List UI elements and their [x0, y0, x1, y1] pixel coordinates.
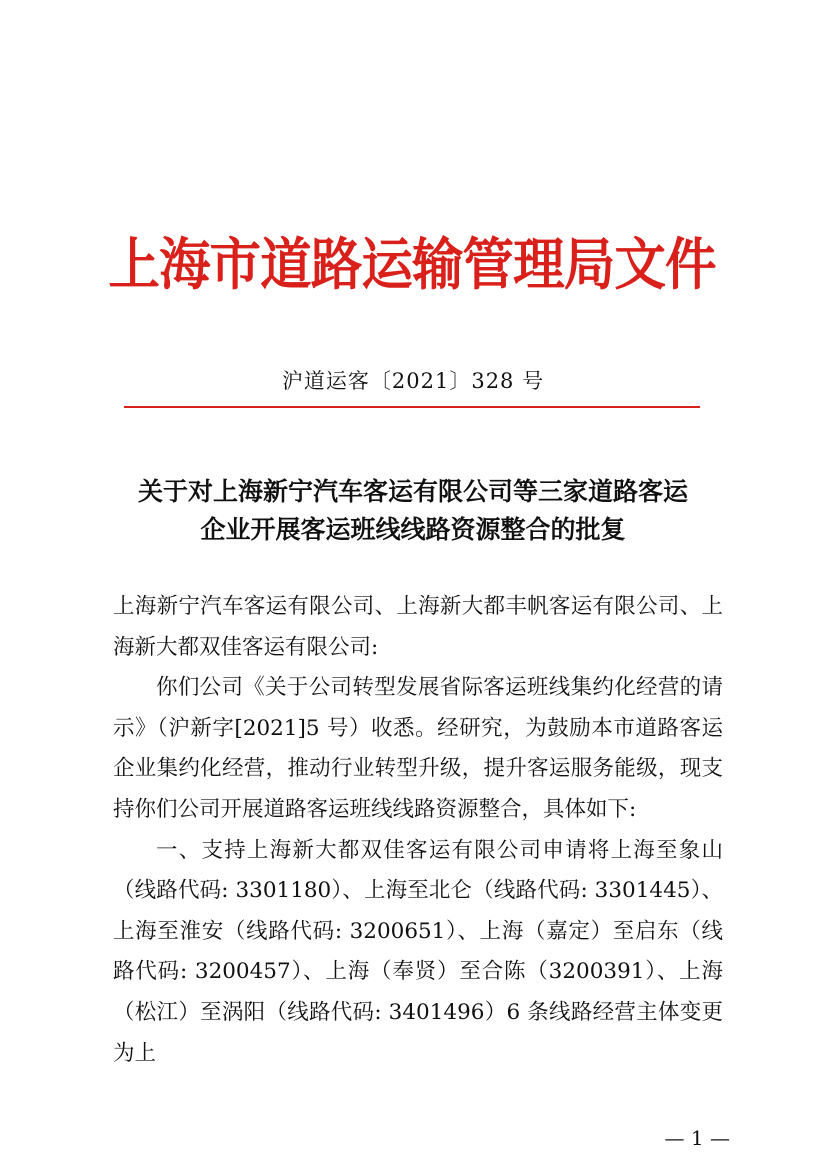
- recipient-line: 上海新宁汽车客运有限公司、上海新大都丰帆客运有限公司、上海新大都双佳客运有限公司:: [113, 594, 723, 660]
- subject-line-1: 关于对上海新宁汽车客运有限公司等三家道路客运: [137, 477, 688, 506]
- body-paragraph-1: 你们公司《关于公司转型发展省际客运班线集约化经营的请示》（沪新字[2021]5 号）收悉。经研究，为鼓励本市道路客运企业集约化经营，推动行业转型升级，提升客运服务能级，现支持你们公司开展道路客运班线线路资源整合，具体如下:: [113, 675, 723, 822]
- document-header-title: 上海市道路运输管理局文件: [108, 232, 716, 298]
- body-paragraph-2: 一、支持上海新大都双佳客运有限公司申请将上海至象山（线路代码: 3301180）、上海至北仑（线路代码: 3301445）、上海至淮安（线路代码: 3200651）、上海（嘉定）至启东（线路代码: 3200457）、上海（奉贤）至合陈（3200391）、上海（松江）至涡阳（线路代码: 3401496）6 条线路经营主体变更为上: [113, 837, 723, 1066]
- header-red-rule: [124, 406, 700, 408]
- document-body: [113, 587, 723, 1074]
- subject-line-2: 企业开展客运班线线路资源整合的批复: [200, 515, 626, 544]
- document-subject: [0, 473, 826, 549]
- document-number: 沪道运客〔2021〕328 号: [281, 369, 545, 393]
- page-number: — 1 —: [664, 1126, 730, 1150]
